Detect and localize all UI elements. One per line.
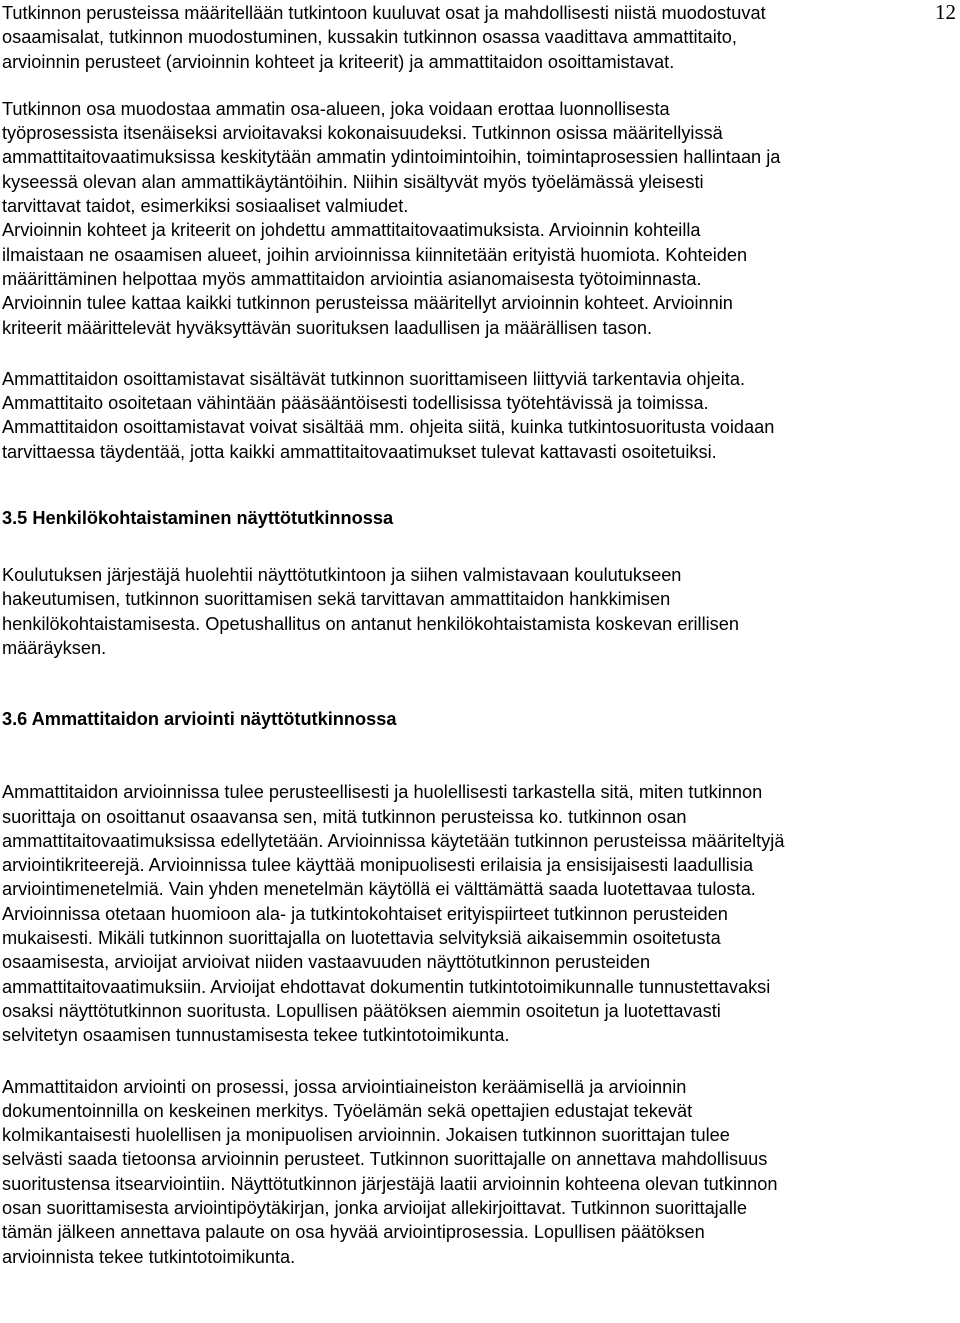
text-line: hakeutumisen, tutkinnon suorittamisen sekä tarvittavan ammattitaidon hankkimisen — [2, 589, 671, 610]
paragraph-osoittamistavat — [2, 367, 942, 464]
text-line: määrittäminen helpottaa myös ammattitaidon arviointia asianomaisesta työtoiminnasta. — [2, 268, 702, 289]
text-line: arviointimenetelmiä. Vain yhden menetelmän käytöllä ei välttämättä saada luotettavaa tulosta. — [2, 879, 756, 900]
paragraph-arviointi-1 — [2, 780, 942, 1047]
text-line: Ammattitaidon arvioinnissa tulee perusteellisesti ja huolellisesti tarkastella sitä, miten tutkinnon — [2, 782, 763, 803]
text-line: kyseessä olevan alan ammattikäytäntöihin. Niihin sisältyvät myös työelämässä yleisesti — [2, 171, 704, 192]
text-line: Ammattitaidon arviointi on prosessi, jossa arviointiaineiston keräämisellä ja arvioinnin — [2, 1076, 687, 1097]
text-line: Ammattitaito osoitetaan vähintään pääsääntöisesti todellisissa työtehtävissä ja toimissa. — [2, 393, 709, 414]
text-line: työprosessista itsenäiseksi arvioitavaksi kokonaisuudeksi. Tutkinnon osissa määritellyissä — [2, 123, 723, 144]
paragraph-arviointi-2 — [2, 1075, 942, 1269]
text-line: ammattitaitovaatimuksissa edellytetään. Arvioinnissa käytetään tutkinnon perusteissa määriteltyjä — [2, 830, 785, 851]
text-line: Tutkinnon perusteissa määritellään tutkintoon kuuluvat osat ja mahdollisesti niistä muodostuvat — [2, 3, 766, 23]
text-line: selvitetyn osaamisen tunnustamisesta tekee tutkintotoimikunta. — [2, 1025, 510, 1046]
text-line: henkilökohtaistamisesta. Opetushallitus on antanut henkilökohtaistamista koskevan erillisen — [2, 613, 740, 634]
text-line: Arvioinnissa otetaan huomioon ala- ja tutkintokohtaiset erityispiirteet tutkinnon perusteiden — [2, 903, 728, 924]
text-line: osan suorittamisesta arviointipöytäkirjan, jonka arvioijat allekirjoittavat. Tutkinnon suorittajalle — [2, 1197, 748, 1218]
text-line: tarvittaessa täydentää, jotta kaikki ammattitaitovaatimukset tulevat kattavasti osoitetuiksi. — [2, 441, 717, 462]
text-line: osaamisalat, tutkinnon muodostuminen, kussakin tutkinnon osassa vaadittava ammattitaito, — [2, 27, 737, 48]
text-line: tämän jälkeen annettava palaute on osa hyvää arviointiprosessia. Lopullisen päätöksen — [2, 1222, 705, 1243]
text-line: kriteerit määrittelevät hyväksyttävän suorituksen laadullisen ja määrällisen tason. — [2, 317, 653, 338]
text-line: dokumentoinnilla on keskeinen merkitys. Työelämän sekä opettajien edustajat tekevät — [2, 1100, 693, 1121]
text-line: Koulutuksen järjestäjä huolehtii näyttötutkintoon ja siihen valmistavaan koulutukseen — [2, 565, 682, 586]
document-body — [2, 1, 942, 1269]
text-line: arviointikriteerejä. Arvioinnissa tulee käyttää monipuolisesti erilaisia ja ensisijaisesti laadullisia — [2, 855, 754, 876]
section-heading-3-5: 3.5 Henkilökohtaistaminen näyttötutkinnossa — [2, 508, 394, 529]
text-line: Ammattitaidon osoittamistavat sisältävät tutkinnon suorittamiseen liittyviä tarkentavia ohjeita. — [2, 368, 746, 389]
text-line: ammattitaitovaatimuksissa keskitytään ammatin ydintoimintoihin, toimintaprosessien hallintaan ja — [2, 147, 781, 168]
text-line: kolmikantaisesti huolellisen ja monipuolisen arvioinnin. Jokaisen tutkinnon suorittajan tulee — [2, 1125, 730, 1146]
text-line: Ammattitaidon osoittamistavat voivat sisältää mm. ohjeita siitä, kuinka tutkintosuoritusta voidaan — [2, 417, 775, 438]
text-line: mukaisesti. Mikäli tutkinnon suorittajalla on luotettavia selvityksiä aikaisemmin osoitetusta — [2, 928, 721, 949]
text-line: Arvioinnin kohteet ja kriteerit on johdettu ammattitaitovaatimuksista. Arvioinnin kohteilla — [2, 220, 701, 241]
text-line: määräyksen. — [2, 637, 107, 658]
text-line: suoritustensa itsearviointiin. Näyttötutkinnon järjestäjä laatii arvioinnin kohteena olevan tutkinnon — [2, 1173, 778, 1194]
text-line: suorittaja on osoittanut osaavansa sen, mitä tutkinnon perusteissa ko. tutkinnon osan — [2, 806, 687, 827]
text-line: ilmaistaan ne osaamisen alueet, joihin arvioinnissa kiinnitetään erityistä huomiota. Kohteiden — [2, 244, 748, 265]
paragraph-intro — [2, 1, 942, 74]
text-line: tarvittavat taidot, esimerkiksi sosiaaliset valmiudet. — [2, 196, 409, 217]
text-line: arvioinnista tekee tutkintotoimikunta. — [2, 1246, 296, 1267]
paragraph-tutkinnon-osa — [2, 97, 942, 340]
text-line: Arvioinnin tulee kattaa kaikki tutkinnon perusteissa määritellyt arvioinnin kohteet. Arvioinnin — [2, 293, 733, 314]
text-line: osaksi näyttötutkinnon suoritusta. Lopullisen päätöksen aiemmin osoitetun ja luotettavasti — [2, 1000, 721, 1021]
text-line: Tutkinnon osa muodostaa ammatin osa-alueen, joka voidaan erottaa luonnollisesta — [2, 98, 670, 119]
page-number: 12 — [935, 0, 956, 24]
section-heading-3-6: 3.6 Ammattitaidon arviointi näyttötutkinnossa — [2, 709, 397, 730]
text-line: ammattitaitovaatimuksiin. Arvioijat ehdottavat dokumentin tutkintotoimikunnalle tunnustettavaksi — [2, 976, 771, 997]
paragraph-henkilokohtaistaminen — [2, 563, 942, 660]
text-line: selvästi saada tietoonsa arvioinnin perusteet. Tutkinnon suorittajalle on annettava mahdollisuus — [2, 1149, 768, 1170]
text-line: osaamisesta, arvioijat arvioivat niiden vastaavuuden näyttötutkinnon perusteiden — [2, 952, 651, 973]
text-line: arvioinnin perusteet (arvioinnin kohteet ja kriteerit) ja ammattitaidon osoittamistavat. — [2, 51, 675, 72]
